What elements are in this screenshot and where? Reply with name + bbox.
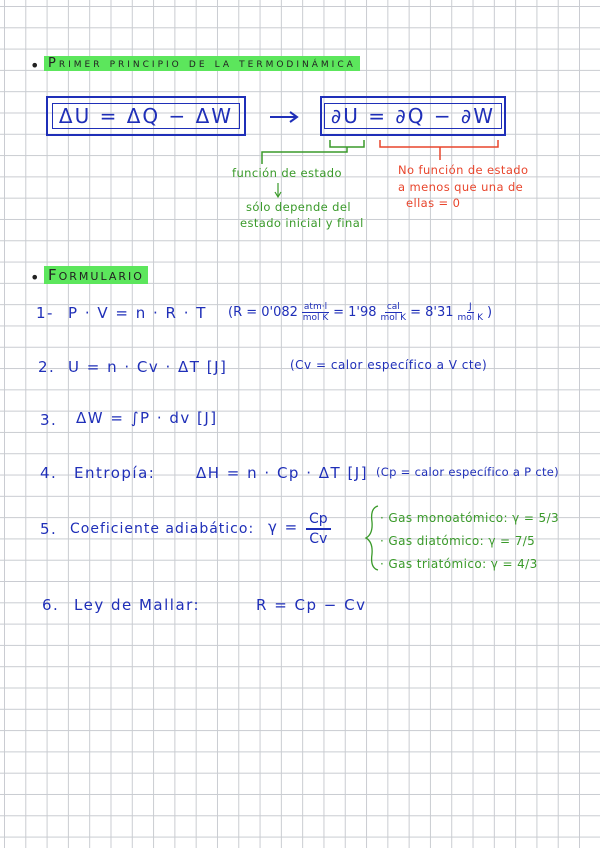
formula-5-fraction-num: Cp: [306, 510, 331, 530]
formula-1-r-open: (R = 0'082: [228, 305, 298, 320]
formula-5-fraction-den: Cv: [309, 531, 328, 547]
section1-title: Primer principio de la termodinámica: [44, 56, 360, 71]
formula-1-unit-1-num: atm·l: [303, 302, 328, 312]
formula-2-note: (Cv = calor específico a V cte): [290, 358, 488, 372]
note-depends-line2: estado inicial y final: [240, 216, 364, 230]
formula-4-number: 4.: [40, 464, 58, 482]
gases-brace: [366, 506, 378, 570]
formula-5-gamma: γ =: [268, 518, 299, 536]
note-not-state-line1: No función de estado: [398, 163, 529, 177]
note-depends-line1: sólo depende del: [246, 200, 351, 214]
formula-3-work: ΔW = ∫P · dv [J]: [76, 409, 218, 427]
red-bracket: [380, 140, 498, 147]
formula-5-gas-di: · Gas diatómico: γ = 7/5: [380, 534, 536, 548]
formula-6-mayer: R = Cp − Cv: [256, 596, 367, 614]
formula-4-label: Entropía:: [74, 464, 156, 482]
green-bracket: [330, 140, 364, 147]
formula-1-unit-2-den: mol K: [380, 313, 407, 323]
formula-6-label: Ley de Mallar:: [74, 596, 201, 614]
formula-1-eq-1: = 1'98: [333, 305, 377, 320]
formula-5-gas-tri: · Gas triatómico: γ = 4/3: [380, 557, 538, 571]
formula-2-number: 2.: [38, 358, 56, 376]
formula-1-unit-3-num: J: [468, 302, 472, 312]
green-connector: [262, 147, 347, 164]
formula-1-unit-3-den: mol K: [457, 313, 484, 323]
section1-bullet: •: [30, 56, 40, 75]
note-not-state-line2: a menos que una de: [398, 180, 524, 194]
note-state-function: función de estado: [232, 166, 342, 180]
formula-4-note: (Cp = calor específico a P cte): [376, 465, 559, 479]
equation-left: ΔU = ΔQ − ΔW: [52, 103, 240, 129]
formula-1-ideal-gas: P · V = n · R · T: [68, 304, 207, 322]
formula-6-number: 6.: [42, 596, 60, 614]
formula-1-unit-1-den: mol K: [302, 313, 329, 323]
formula-2-internal-energy: U = n · Cv · ΔT [J]: [68, 358, 228, 376]
formula-4-enthalpy: ΔH = n · Cp · ΔT [J]: [196, 464, 369, 482]
section2-bullet: •: [30, 268, 40, 287]
formula-3-number: 3.: [40, 411, 58, 429]
equation-right: ∂U = ∂Q − ∂W: [324, 103, 502, 129]
formula-5-gas-mono: · Gas monoatómico: γ = 5/3: [380, 511, 560, 525]
formula-1-close: ): [487, 305, 493, 320]
section2-title: Formulario: [44, 266, 148, 284]
formula-5-label: Coeficiente adiabático:: [70, 521, 255, 537]
formula-1-eq-2: = 8'31: [410, 305, 454, 320]
formula-5-number: 5.: [40, 520, 58, 538]
note-not-state-line3: ellas = 0: [406, 196, 461, 210]
formula-1-unit-2-num: cal: [386, 302, 400, 312]
formula-1-number: 1-: [36, 304, 54, 322]
